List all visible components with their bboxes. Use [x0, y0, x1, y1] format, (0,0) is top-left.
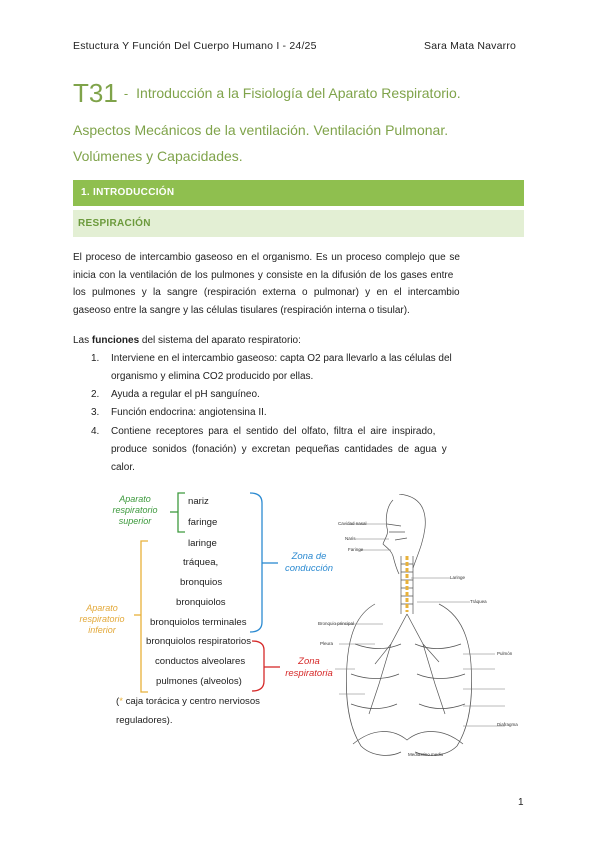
list-item-text: calor. — [111, 462, 135, 473]
list-item-text: Interviene en el intercambio gaseoso: capta O2 para llevarlo a las células del — [111, 353, 452, 364]
blue-bracket — [250, 493, 262, 632]
label-conduction-line: Zona de — [291, 551, 327, 562]
subtitle-line-1: Aspectos Mecánicos de la ventilación. Ventilación Pulmonar. — [73, 122, 449, 138]
list-item-number: 1. — [91, 353, 100, 364]
paragraph-line: inicia con la ventilación de los pulmones y consiste en la difusión de los gases entre — [73, 269, 454, 281]
label-lower-line: inferior — [88, 625, 116, 635]
label-upper-line: Aparato — [119, 494, 151, 504]
structure-bronquios: bronquios — [180, 577, 223, 588]
label-lower-line: Aparato — [86, 603, 118, 613]
title-number: T31 — [73, 78, 118, 108]
note-text-1: caja torácica y centro nerviosos — [122, 696, 260, 707]
structure-faringe: faringe — [188, 517, 218, 528]
functions-intro-pre: Las — [73, 335, 92, 346]
green-bracket — [178, 493, 185, 532]
label-respiratory-line: respiratoria — [285, 668, 333, 679]
note-line-1 — [116, 696, 260, 707]
paragraph-line: gaseoso entre la sangre y las células tisulares (respiración interna o tisular). — [73, 304, 410, 316]
anatomy-label-diafragma: Diafragma — [497, 722, 518, 727]
section-heading-intro-text: 1. INTRODUCCIÓN — [81, 187, 175, 198]
structure-conductos-alveolares: conductos alveolares — [155, 656, 246, 667]
label-respiratory-line: Zona — [298, 656, 320, 667]
header-author: Sara Mata Navarro — [424, 40, 517, 52]
list-item-text: Función endocrina: angiotensina II. — [111, 407, 267, 418]
anatomy-label-faringe: Faringe — [348, 547, 364, 552]
orange-bracket — [141, 541, 148, 692]
anatomy-label-bronquio: Bronquio principal — [318, 621, 355, 626]
list-item-number: 4. — [91, 426, 100, 437]
anatomy-label-cavidad-nasal: Cavidad nasal — [338, 521, 367, 526]
label-upper-line: respiratorio — [112, 505, 158, 515]
label-upper-line: superior — [118, 516, 152, 526]
note-star: * — [119, 696, 123, 707]
section-heading-respiracion-text: RESPIRACIÓN — [78, 218, 151, 229]
anatomy-label-mediastino: Mediastino medio — [408, 752, 444, 757]
structure-pulmones: pulmones (alveolos) — [156, 676, 242, 687]
paragraph-line: los pulmones y la sangre (respiración externa o pulmonar) y en el intercambio — [73, 287, 460, 298]
anatomy-label-pulmon: Pulmón — [497, 651, 513, 656]
functions-intro-bold: funciones — [91, 335, 140, 346]
note-line-2: reguladores). — [116, 715, 173, 726]
label-lower-line: respiratorio — [79, 614, 125, 624]
list-item-text: produce sonidos (fonación) y excretan pequeñas cantidades de agua y — [111, 444, 447, 455]
title-text: Introducción a la Fisiología del Aparato Respiratorio. — [136, 85, 461, 101]
page-number: 1 — [518, 797, 524, 808]
structure-nariz: nariz — [188, 496, 209, 507]
structure-bronquiolos: bronquiolos — [176, 597, 226, 608]
label-conduction-line: conducción — [284, 563, 334, 574]
list-item-text: Contiene receptores para el sentido del olfato, filtra el aire inspirado, — [111, 426, 436, 437]
structure-bronquiolos-terminales: bronquiolos terminales — [150, 617, 247, 628]
structure-bronquiolos-respiratorios: bronquiolos respiratorios — [146, 636, 252, 647]
anatomy-label-laringe: Laringe — [450, 575, 466, 580]
functions-intro-post: del sistema del aparato respiratorio: — [139, 335, 301, 346]
paragraph-line: El proceso de intercambio gaseoso en el organismo. Es un proceso complejo que se — [73, 252, 460, 263]
list-item-text: organismo y elimina CO2 producido por ellas. — [111, 371, 314, 382]
anatomy-label-trachea: Tráquea — [470, 599, 487, 604]
list-item-number: 3. — [91, 407, 100, 418]
title-dash: - — [123, 86, 129, 101]
list-item-text: Ayuda a regular el pH sanguíneo. — [111, 389, 260, 400]
anatomy-label-naris: Naris — [345, 536, 356, 541]
structure-laringe: laringe — [188, 538, 217, 549]
red-bracket — [252, 641, 264, 691]
note-paren: ( — [116, 696, 120, 707]
respiratory-anatomy-illustration — [335, 494, 525, 774]
structure-traquea: tráquea, — [183, 557, 219, 568]
header-course: Estuctura Y Función Del Cuerpo Humano I - 24/25 — [73, 40, 317, 52]
subtitle-line-2: Volúmenes y Capacidades. — [73, 148, 243, 164]
anatomy-label-pleura: Pleura — [320, 641, 334, 646]
list-item-number: 2. — [91, 389, 100, 400]
